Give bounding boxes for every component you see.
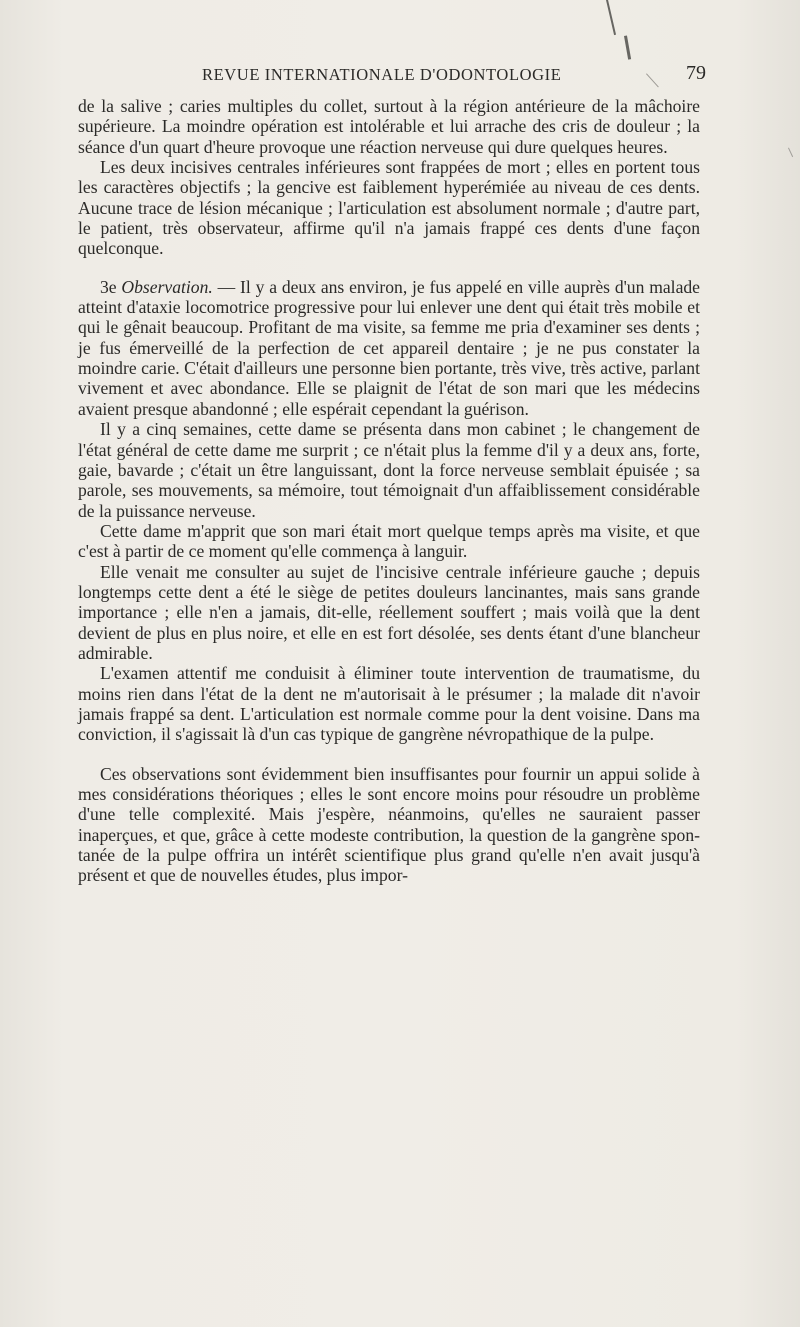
running-head: REVUE INTERNATIONALE D'ODONTOLOGIE bbox=[202, 65, 562, 84]
paragraph: L'examen attentif me conduisit à éliminer toute intervention de traumatisme, du moins rien dans l'état de la dent ne m'autorisait à le présumer ; la malade dit n'avoir jamais frappé sa dent. L'articulation est normale comme pour la dent voisine. Dans ma conviction, il s'agissait là d'un cas typique de gangrène névropathique de la pulpe. bbox=[78, 663, 700, 745]
paragraph: Les deux incisives centrales inférieures sont frappées de mort ; elles en portent tous les caractères objectifs ; la gencive est faiblement hyperémiée au niveau de ces dents. Aucune trace de lésion mécanique ; l'articulation est absolument normale ; d'autre part, le patient, très observateur, affirme qu'il n'a jamais frappé ces dents d'une façon quelconque. bbox=[78, 157, 700, 259]
paragraph: Ces observations sont évidemment bien insuffisantes pour fournir un appui solide à mes considérations théoriques ; elles le sont encore moins pour résoudre un problème d'une telle complexité. Mais j'espère, néanmoins, qu'elles ne sauraient passer inaperçues, et que, grâce à cette modeste contribution, la question de la gangrène spontanée de la pulpe offrira un intérêt scientifique plus grand qu'elle n'en avait jusqu'à présent et que de nouvelles études, plus impor- bbox=[78, 763, 700, 886]
paragraph: Il y a cinq semaines, cette dame se présenta dans mon cabinet ; le changement de l'état général de cette dame me surprit ; ce n'était plus la femme d'il y a deux ans, forte, gaie, bavarde ; c'était un être languissant, dont la force nerveuse semblait épuisée ; sa parole, ses mouvements, sa mémoire, tout témoignait d'un affaiblissement considérable de la puissance nerveuse. bbox=[78, 419, 700, 521]
page-number: 79 bbox=[686, 62, 706, 84]
paragraph: Cette dame m'apprit que son mari était mort quelque temps après ma visite, et que c'est à partir de ce moment qu'elle commença à languir. bbox=[78, 520, 700, 562]
paragraph: Elle venait me consulter au sujet de l'incisive centrale inférieure gauche ; depuis longtemps cette dent a été le siège de petites douleurs lancinantes, mais sans grande importance ; elle n'en a jamais, dit-elle, réellement souffert ; mais voilà que la dent devient de plus en plus noire, et elle en est fort désolée, ses dents étant d'une blancheur admirable. bbox=[78, 561, 700, 663]
pencil-mark bbox=[788, 148, 793, 157]
paragraph: de la salive ; caries multiples du collet, surtout à la région antérieure de la mâchoire supérieure. La moindre opération est intolérable et lui arrache des cris de douleur ; la séance d'un quart d'heure provoque une réaction nerveuse qui dure quelques heures. bbox=[78, 96, 700, 157]
paragraph-text: — Il y a deux ans environ, je fus appelé en ville auprès d'un malade atteint d'ataxie locomotrice progressive pour lui enlever une dent qui était très mobile et qui le gênait beaucoup. Profitant de ma visite, sa femme me pria d'examiner ses dents ; je fus émerveillé de la perfection de cet appareil dentaire ; je ne pus constater la moindre carie. C'était d'ailleurs une personne bien portante, très vive, très active, parlant vivement et avec abondance. Elle se plaignit de l'état de son mari que les médecins avaient presque abandonné ; elle espérait cependant la guérison. bbox=[78, 276, 700, 419]
pencil-mark bbox=[624, 35, 631, 59]
body-text bbox=[78, 96, 700, 886]
observation-number: 3e bbox=[100, 276, 117, 297]
observation-heading: Observation. bbox=[121, 276, 213, 297]
page-header bbox=[78, 64, 706, 92]
observation-paragraph bbox=[78, 277, 700, 419]
pencil-mark bbox=[606, 0, 616, 35]
